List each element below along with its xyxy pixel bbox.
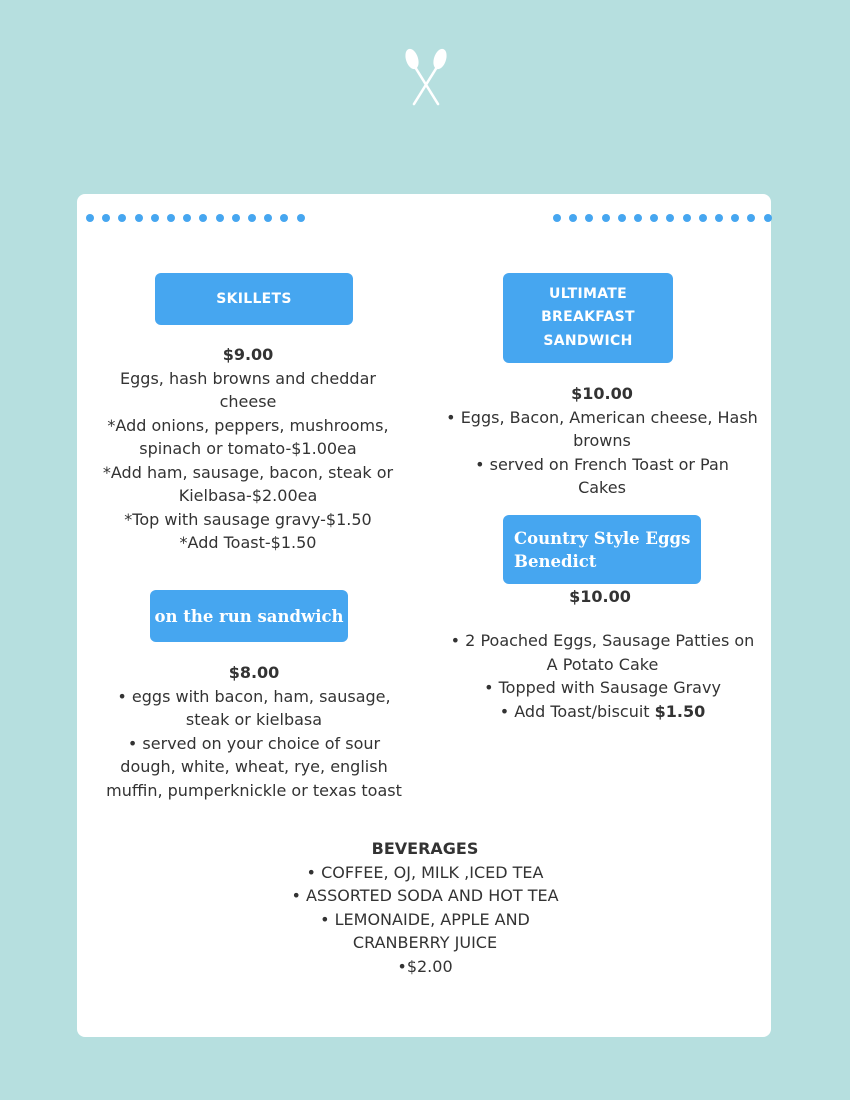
divider-dot: [699, 214, 707, 222]
skillets-title: SKILLETS: [216, 291, 292, 307]
ultimate-title-line: SANDWICH: [543, 332, 633, 349]
skillets-line: *Top with sausage gravy-$1.50: [124, 509, 372, 529]
divider-dot: [264, 214, 272, 222]
divider-dot: [102, 214, 110, 222]
ultimate-title-line: BREAKFAST: [541, 309, 635, 326]
on-the-run-details: [94, 661, 414, 802]
divider-dot: [280, 214, 288, 222]
on-the-run-line: • eggs with bacon, ham, sausage,: [117, 686, 391, 706]
skillets-line: spinach or tomato-$1.00ea: [139, 439, 357, 458]
beverages-line: •$2.00: [397, 956, 453, 976]
ultimate-line: • Eggs, Bacon, American cheese, Hash: [446, 407, 758, 427]
benedict-price: $10.00: [569, 587, 631, 606]
divider-dot: [297, 214, 305, 222]
divider-dot: [151, 214, 159, 222]
benedict-line: • Topped with Sausage Gravy: [484, 678, 721, 697]
divider-dot: [602, 214, 610, 222]
ultimate-line: Cakes: [578, 478, 626, 497]
on-the-run-line: steak or kielbasa: [185, 710, 323, 729]
on-the-run-title: on the run sandwich: [154, 606, 344, 626]
divider-dot: [747, 214, 755, 222]
divider-dot: [666, 214, 674, 222]
divider-dot: [715, 214, 723, 222]
ultimate-title-line: ULTIMATE: [549, 285, 627, 302]
skillets-heading: [155, 273, 353, 325]
ultimate-price: $10.00: [571, 384, 633, 403]
beverages-line: • COFFEE, OJ, MILK ,ICED TEA: [306, 862, 544, 882]
benedict-heading: [503, 515, 701, 584]
beverages-line: CRANBERRY JUICE: [352, 933, 498, 952]
skillets-price: $9.00: [222, 345, 274, 364]
divider-dot: [585, 214, 593, 222]
benedict-toast-line: [440, 700, 765, 724]
skillets-line: *Add onions, peppers, mushrooms,: [107, 415, 389, 435]
divider-dot: [634, 214, 642, 222]
beverages-title: BEVERAGES: [371, 839, 479, 858]
benedict-toast-text: • Add Toast/biscuit: [499, 701, 655, 721]
ultimate-line: browns: [573, 431, 631, 450]
on-the-run-line: • served on your choice of sour: [127, 733, 381, 753]
skillets-line: Eggs, hash browns and cheddar: [120, 368, 376, 388]
divider-dot: [764, 214, 772, 222]
benedict-details: [440, 629, 765, 723]
divider-dot: [167, 214, 175, 222]
divider-dot: [232, 214, 240, 222]
benedict-toast-price: $1.50: [654, 701, 706, 721]
divider-dot: [553, 214, 561, 222]
benedict-title-line: Country Style Eggs: [514, 528, 691, 548]
divider-dot: [118, 214, 126, 222]
divider-dot: [183, 214, 191, 222]
crossed-spoons-icon: [403, 48, 449, 106]
skillets-line: Kielbasa-$2.00ea: [178, 486, 318, 505]
divider-dot: [618, 214, 626, 222]
divider-dot: [683, 214, 691, 222]
on-the-run-line: muffin, pumperknickle or texas toast: [106, 780, 402, 800]
on-the-run-line: dough, white, wheat, rye, english: [120, 757, 388, 776]
skillets-line: cheese: [219, 392, 277, 411]
ultimate-sandwich-heading: [503, 273, 673, 363]
beverages-section: [275, 837, 575, 978]
divider-dot: [86, 214, 94, 222]
beverages-line: • LEMONAIDE, APPLE AND: [320, 909, 530, 929]
divider-dot: [650, 214, 658, 222]
on-the-run-price: $8.00: [228, 663, 280, 682]
on-the-run-heading: [150, 590, 348, 642]
divider-dot: [569, 214, 577, 222]
divider-dot: [135, 214, 143, 222]
divider-dot: [731, 214, 739, 222]
skillets-line: *Add ham, sausage, bacon, steak or: [102, 462, 394, 482]
benedict-title-line: Benedict: [514, 551, 597, 571]
benedict-price-block: [503, 585, 697, 609]
dotted-divider-right: [553, 214, 773, 226]
divider-dot: [248, 214, 256, 222]
divider-dot: [199, 214, 207, 222]
skillets-details: [98, 343, 398, 555]
benedict-line: A Potato Cake: [546, 654, 659, 674]
ultimate-sandwich-details: [437, 382, 767, 500]
ultimate-line: • served on French Toast or Pan: [475, 454, 729, 474]
skillets-line: *Add Toast-$1.50: [179, 533, 317, 552]
divider-dot: [216, 214, 224, 222]
benedict-line: • 2 Poached Eggs, Sausage Patties on: [450, 631, 755, 650]
beverages-line: • ASSORTED SODA AND HOT TEA: [291, 886, 559, 905]
dotted-divider-left: [86, 214, 306, 226]
